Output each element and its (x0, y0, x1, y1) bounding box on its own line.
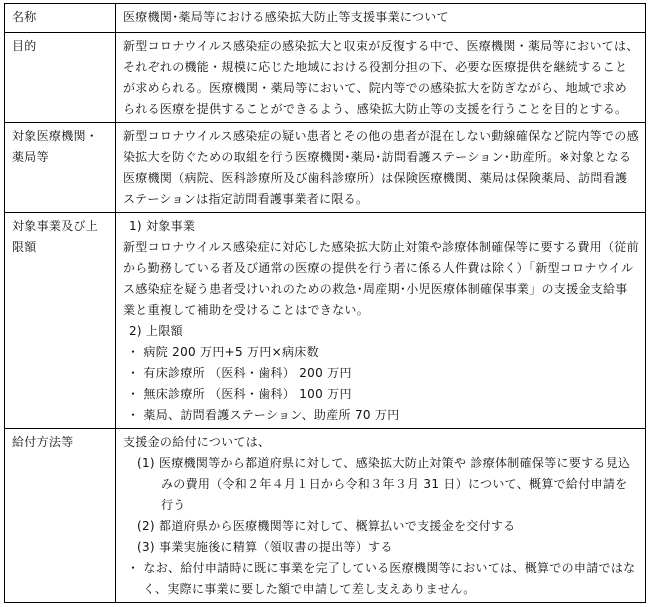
row-purpose (5, 33, 646, 123)
purpose-text: 新型コロナウイルス感染症の感染拡大と収束が反復する中で、医療機関・薬局等においては、それぞれの機能・規模に応じた地域における役割分担の下、必要な医療提供を継続することが求められる。医療機関・薬局等において、院内等での感染拡大を防ぎながら、地域で求められる医療を提供することができるよう、感染拡大防止等の支援を行うことを目的とする。 (123, 39, 639, 116)
label-name: 名称 (5, 4, 116, 33)
limit-item: ・ 薬局、訪問看護ステーション、助産所 70 万円 (127, 408, 400, 422)
target-projects-paragraph-1: 新型コロナウイルス感染症に対応した感染拡大防止対策や診療体制確保等に要する費用（従前から勤務している者及び通常の医療の提供を行う者に係る人件費は除く）「新型コロナウイルス感染症を疑う患者受けいれのための救急･周産期･小児医療体制確保事業」の支援金支給事業と重複して補助を受けることはできない。 (123, 240, 639, 317)
value-target-projects (116, 213, 646, 429)
support-project-table (4, 3, 646, 603)
limit-item: ・ 無床診療所 （医科・歯科） 100 万円 (127, 387, 352, 401)
target-projects-heading-2: 2) 上限額 (129, 324, 183, 338)
payment-note: ・ なお、給付申請時に既に事業を完了している医療機関等においては、概算での申請ではなく、実際に事業に要した額で申請して差し支えありません。 (127, 561, 636, 596)
value-payment (116, 429, 646, 603)
value-target-facilities (116, 123, 646, 213)
target-facilities-text: 新型コロナウイルス感染症の疑い患者とその他の患者が混在しない動線確保など院内等での感染拡大を防ぐための取組を行う医療機関･薬局･訪問看護ステーション･助産所。※対象となる医療機関（病院、医科診療所及び歯科診療所）は保険医療機関、薬局は保険薬局、訪問看護ステーションは指定訪問看護事業者に限る。 (123, 129, 639, 206)
label-target-facilities: 対象医療機関・薬局等 (5, 123, 116, 213)
payment-step: (2) 都道府県から医療機関等に対して、概算払いで支援金を交付する (137, 519, 516, 533)
value-purpose (116, 33, 646, 123)
limit-item: ・ 有床診療所 （医科・歯科） 200 万円 (127, 366, 352, 380)
payment-intro: 支援金の給付については、 (123, 435, 271, 449)
row-target-projects (5, 213, 646, 429)
label-payment: 給付方法等 (5, 429, 116, 603)
row-target-facilities (5, 123, 646, 213)
payment-step: (3) 事業実施後に精算（領収書の提出等）する (137, 540, 393, 554)
label-target-projects: 対象事業及び上限額 (5, 213, 116, 429)
row-payment (5, 429, 646, 603)
row-name (5, 4, 646, 33)
payment-step: (1) 医療機関等から都道府県に対して、感染拡大防止対策や 診療体制確保等に要する見込みの費用（令和２年４月１日から令和３年３月 31 日）について、概算で給付申請を行う (137, 456, 631, 512)
value-name: 医療機関･薬局等における感染拡大防止等支援事業について (116, 4, 646, 33)
target-projects-heading-1: 1) 対象事業 (129, 219, 196, 233)
label-purpose: 目的 (5, 33, 116, 123)
limit-item: ・ 病院 200 万円+5 万円×病床数 (127, 345, 319, 359)
